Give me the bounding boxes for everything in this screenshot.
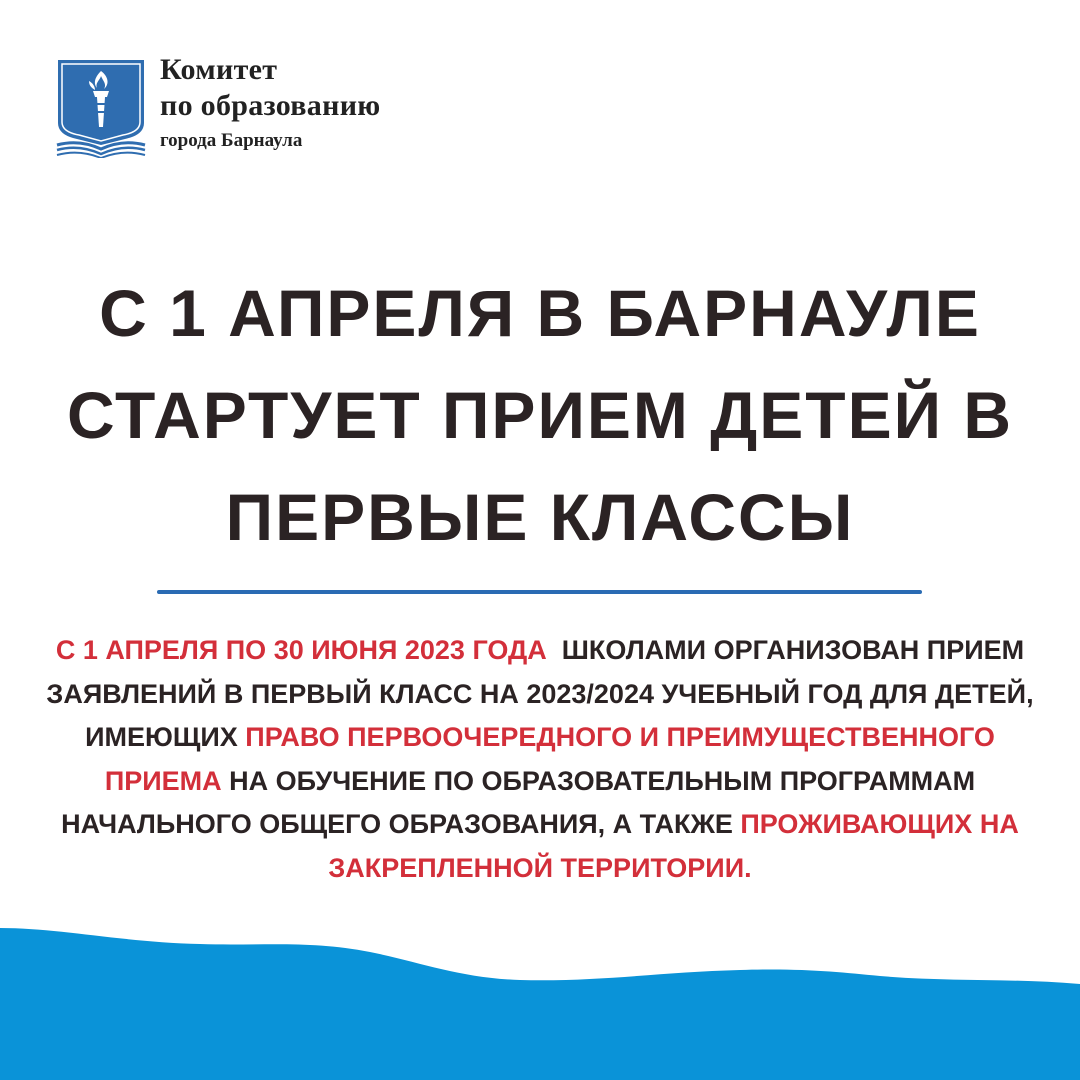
bottom-wave-decoration [0, 900, 1080, 1080]
organization-line-1: Комитет [160, 53, 278, 86]
announcement-body [40, 629, 1040, 890]
headline [0, 262, 1080, 568]
body-text-1: ШКОЛАМИ ОРГАНИЗОВАН ПРИЕМ ЗАЯВЛЕНИЙ В ПЕРВЫЙ КЛАСС НА 2023/2024 УЧЕБНЫЙ ГОД ДЛЯ ДЕТЕЙ, ИМЕЮЩИХ [46, 635, 1034, 752]
headline-line-2: СТАРТУЕТ ПРИЕМ ДЕТЕЙ В [66, 378, 1014, 452]
organization-name [160, 52, 381, 156]
torch-book-emblem-icon [55, 57, 147, 158]
headline-line-1: С 1 АПРЕЛЯ В БАРНАУЛЕ [99, 276, 981, 350]
organization-city: города Барнаула [160, 130, 303, 151]
admission-period: С 1 АПРЕЛЯ ПО 30 ИЮНЯ 2023 ГОДА [55, 635, 547, 665]
headline-line-3: ПЕРВЫЕ КЛАССЫ [225, 480, 855, 554]
body-text-2: НА ОБУЧЕНИЕ ПО ОБРАЗОВАТЕЛЬНЫМ ПРОГРАММАМ НАЧАЛЬНОГО ОБЩЕГО ОБРАЗОВАНИЯ, А ТАКЖЕ [61, 765, 976, 839]
divider-line [157, 590, 922, 594]
priority-admission-text: ПРАВО ПЕРВООЧЕРЕДНОГО И ПРЕИМУЩЕСТВЕННОГО ПРИЕМА [104, 722, 995, 796]
residence-text: ПРОЖИВАЮЩИХ НА ЗАКРЕПЛЕННОЙ ТЕРРИТОРИИ. [328, 809, 1019, 883]
organization-line-2: по образованию [160, 89, 381, 122]
